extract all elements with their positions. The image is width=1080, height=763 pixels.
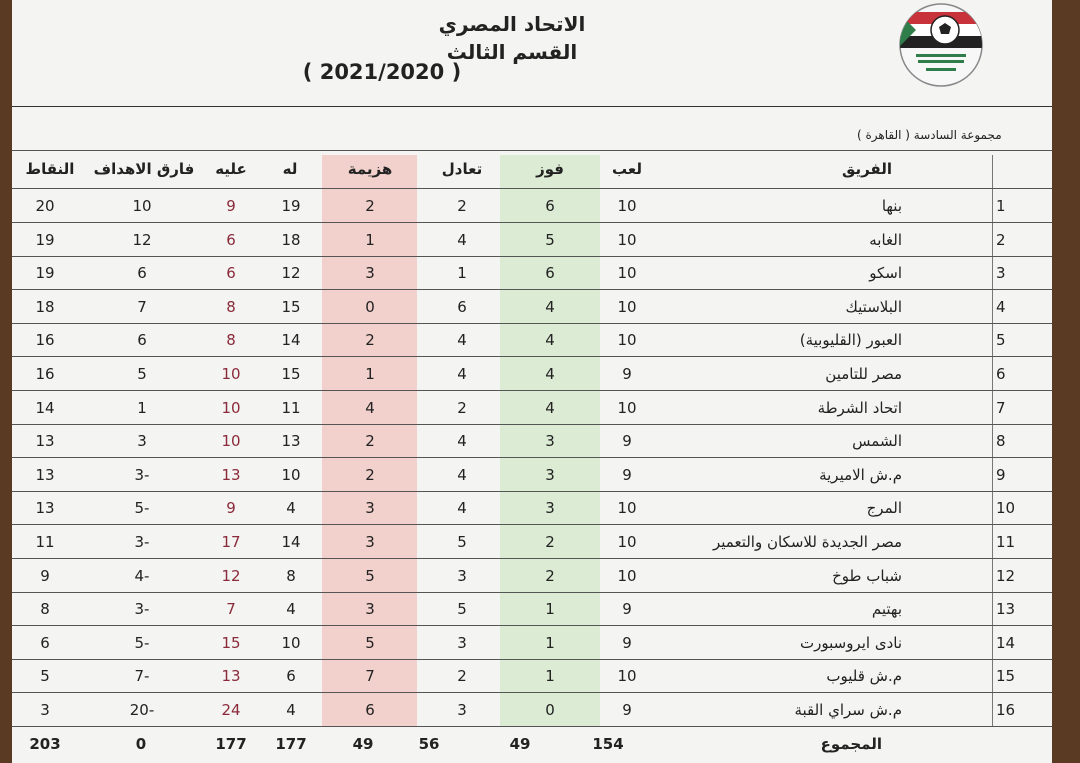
cell-won: 1 [545, 667, 555, 686]
table-row [12, 223, 1052, 257]
header-goals-against: عليه [215, 160, 247, 178]
cell-drawn: 5 [457, 533, 467, 551]
team-name: م.ش الاميرية [819, 465, 902, 484]
cell-goals-for: 4 [286, 600, 296, 619]
cell-won: 3 [545, 465, 555, 484]
cell-goals-against: 15 [221, 633, 241, 652]
cell-won: 4 [545, 398, 555, 417]
cell-goals-against: 13 [221, 667, 241, 686]
cell-goal-diff: 6 [137, 264, 147, 283]
row-rank: 2 [996, 230, 1006, 249]
cell-points: 13 [35, 432, 55, 451]
cell-drawn: 2 [457, 197, 467, 215]
cell-goals-for: 13 [281, 432, 301, 451]
cell-goal-diff: 5- [134, 633, 150, 652]
cell-goals-for: 18 [281, 230, 301, 249]
cell-lost: 2 [365, 331, 375, 350]
cell-goals-against: 10 [221, 365, 241, 383]
cell-won: 3 [545, 432, 555, 451]
totals-goals-against: 177 [215, 735, 247, 753]
cell-points: 19 [35, 264, 55, 283]
team-name: الشمس [852, 432, 902, 451]
cell-won: 6 [545, 197, 555, 215]
season-label: ( 2021/2020 ) [302, 60, 462, 84]
row-rank: 11 [996, 533, 1016, 551]
cell-drawn: 1 [457, 264, 467, 283]
header-goals-for: له [282, 160, 298, 178]
cell-played: 9 [622, 600, 632, 619]
team-name: بنها [881, 197, 902, 215]
row-rank: 7 [996, 398, 1006, 417]
row-rank: 10 [996, 499, 1016, 518]
cell-played: 10 [617, 331, 637, 350]
cell-drawn: 2 [457, 398, 467, 417]
team-name: المرج [866, 499, 902, 518]
cell-goals-against: 6 [226, 264, 236, 283]
cell-played: 9 [622, 465, 632, 484]
cell-lost: 3 [365, 264, 375, 283]
cell-goals-against: 24 [221, 701, 241, 719]
cell-played: 10 [617, 499, 637, 518]
row-rank: 6 [996, 365, 1006, 383]
header-won: فوز [536, 160, 564, 178]
cell-lost: 3 [365, 600, 375, 619]
cell-points: 16 [35, 365, 55, 383]
cell-played: 10 [617, 398, 637, 417]
table-row [12, 626, 1052, 660]
cell-goals-against: 8 [226, 297, 236, 316]
team-name: اسكو [869, 264, 902, 283]
cell-lost: 2 [365, 432, 375, 451]
cell-goals-for: 14 [281, 331, 301, 350]
row-rank: 15 [996, 667, 1016, 686]
cell-goal-diff: 7- [134, 667, 150, 686]
table-row [12, 659, 1052, 693]
cell-played: 10 [617, 566, 637, 585]
totals-lost: 49 [352, 735, 374, 753]
table-row [12, 391, 1052, 425]
federation-title: الاتحاد المصري [438, 12, 586, 36]
group-divider [12, 150, 1052, 151]
cell-lost: 7 [365, 667, 375, 686]
table-row [12, 189, 1052, 223]
cell-won: 3 [545, 499, 555, 518]
team-name: البلاستيك [845, 297, 902, 316]
cell-goals-against: 12 [221, 566, 241, 585]
cell-goals-against: 7 [226, 600, 236, 619]
totals-played: 154 [592, 735, 624, 753]
row-rank: 16 [996, 701, 1016, 719]
header-team: الفريق [841, 160, 892, 178]
cell-goals-for: 14 [281, 533, 301, 551]
cell-drawn: 2 [457, 667, 467, 686]
cell-goals-against: 10 [221, 398, 241, 417]
table-row [12, 458, 1052, 492]
cell-points: 16 [35, 331, 55, 350]
cell-played: 9 [622, 701, 632, 719]
cell-won: 1 [545, 633, 555, 652]
cell-goals-against: 8 [226, 331, 236, 350]
header-goal-diff: فارق الاهداف [93, 160, 195, 178]
cell-lost: 2 [365, 465, 375, 484]
cell-played: 10 [617, 667, 637, 686]
cell-won: 4 [545, 297, 555, 316]
cell-goals-for: 15 [281, 297, 301, 316]
team-name: الغابه [869, 230, 902, 249]
cell-goal-diff: 3- [134, 533, 150, 551]
cell-played: 9 [622, 365, 632, 383]
cell-won: 2 [545, 566, 555, 585]
team-name: اتحاد الشرطة [817, 398, 902, 417]
team-name: مصر الجديدة للاسكان والتعمير [712, 533, 902, 551]
table-row [12, 256, 1052, 290]
cell-points: 19 [35, 230, 55, 249]
table-row [12, 357, 1052, 391]
cell-goal-diff: 7 [137, 297, 147, 316]
cell-played: 10 [617, 230, 637, 249]
cell-lost: 5 [365, 566, 375, 585]
cell-goals-against: 6 [226, 230, 236, 249]
cell-goal-diff: 5 [137, 365, 147, 383]
cell-played: 9 [622, 432, 632, 451]
table-row [12, 525, 1052, 559]
federation-logo-icon [898, 2, 984, 88]
cell-played: 10 [617, 533, 637, 551]
cell-drawn: 6 [457, 297, 467, 316]
cell-drawn: 4 [457, 499, 467, 518]
cell-drawn: 4 [457, 432, 467, 451]
cell-drawn: 4 [457, 331, 467, 350]
totals-points: 203 [29, 735, 61, 753]
cell-points: 11 [35, 533, 55, 551]
table-row [12, 559, 1052, 593]
cell-lost: 6 [365, 701, 375, 719]
header-divider [12, 106, 1052, 107]
cell-played: 10 [617, 264, 637, 283]
cell-goals-for: 10 [281, 633, 301, 652]
cell-won: 0 [545, 701, 555, 719]
cell-goals-against: 10 [221, 432, 241, 451]
totals-goal-diff: 0 [135, 735, 147, 753]
team-name: بهتيم [871, 600, 902, 619]
cell-goals-for: 6 [286, 667, 296, 686]
cell-goal-diff: 6 [137, 331, 147, 350]
cell-lost: 5 [365, 633, 375, 652]
cell-won: 6 [545, 264, 555, 283]
group-label: مجموعة السادسة ( القاهرة ) [857, 128, 1002, 142]
cell-points: 9 [40, 566, 50, 585]
cell-lost: 0 [365, 297, 375, 316]
cell-played: 10 [617, 197, 637, 215]
cell-points: 14 [35, 398, 55, 417]
cell-goals-for: 10 [281, 465, 301, 484]
totals-goals-for: 177 [275, 735, 307, 753]
cell-won: 1 [545, 600, 555, 619]
header-played: لعب [612, 160, 642, 178]
cell-played: 10 [617, 297, 637, 316]
cell-drawn: 4 [457, 365, 467, 383]
cell-goal-diff: 5- [134, 499, 150, 518]
table-row [12, 491, 1052, 525]
cell-lost: 2 [365, 197, 375, 215]
row-rank: 8 [996, 432, 1006, 451]
cell-points: 13 [35, 465, 55, 484]
cell-drawn: 4 [457, 465, 467, 484]
cell-points: 20 [35, 197, 55, 215]
cell-lost: 1 [365, 230, 375, 249]
totals-drawn: 56 [418, 735, 440, 753]
cell-won: 4 [545, 331, 555, 350]
cell-drawn: 3 [457, 633, 467, 652]
cell-points: 18 [35, 297, 55, 316]
sheet-header [12, 0, 1052, 110]
header-drawn: تعادل [441, 160, 483, 178]
cell-goal-diff: 20- [129, 701, 155, 719]
cell-goals-for: 15 [281, 365, 301, 383]
header-points: النقاط [25, 160, 75, 178]
row-rank: 1 [996, 197, 1006, 215]
row-rank: 14 [996, 633, 1016, 652]
cell-goals-against: 9 [226, 499, 236, 518]
cell-lost: 1 [365, 365, 375, 383]
standings-sheet [12, 0, 1052, 763]
team-name: مصر للتامين [825, 365, 902, 383]
row-rank: 4 [996, 297, 1006, 316]
cell-goals-for: 11 [281, 398, 301, 417]
team-name: م.ش سراي القبة [794, 701, 902, 719]
row-rank: 9 [996, 465, 1006, 484]
cell-played: 9 [622, 633, 632, 652]
row-rank: 3 [996, 264, 1006, 283]
cell-goal-diff: 3 [137, 432, 147, 451]
team-name: العبور (القليوبية) [799, 331, 902, 350]
team-name: شباب طوخ [832, 566, 902, 585]
division-name: القسم الثالث [446, 40, 578, 64]
cell-goal-diff: 12 [132, 230, 152, 249]
cell-drawn: 3 [457, 701, 467, 719]
totals-label: المجموع [820, 735, 882, 753]
cell-goal-diff: 4- [134, 566, 150, 585]
cell-points: 6 [40, 633, 50, 652]
cell-lost: 3 [365, 499, 375, 518]
cell-goal-diff: 1 [137, 398, 147, 417]
cell-drawn: 3 [457, 566, 467, 585]
team-name: م.ش قليوب [826, 667, 902, 686]
row-rank: 13 [996, 600, 1016, 619]
cell-drawn: 5 [457, 600, 467, 619]
cell-points: 3 [40, 701, 50, 719]
cell-lost: 3 [365, 533, 375, 551]
cell-goals-against: 9 [226, 197, 236, 215]
table-row [12, 693, 1052, 727]
cell-points: 13 [35, 499, 55, 518]
row-rank: 5 [996, 331, 1006, 350]
row-rank: 12 [996, 566, 1016, 585]
cell-goal-diff: 3- [134, 465, 150, 484]
cell-won: 4 [545, 365, 555, 383]
cell-won: 5 [545, 230, 555, 249]
cell-goals-for: 8 [286, 566, 296, 585]
totals-won: 49 [509, 735, 531, 753]
cell-won: 2 [545, 533, 555, 551]
cell-goals-against: 17 [221, 533, 241, 551]
cell-drawn: 4 [457, 230, 467, 249]
cell-goals-for: 4 [286, 499, 296, 518]
team-name: نادى ايروسبورت [799, 633, 902, 652]
cell-points: 8 [40, 600, 50, 619]
totals-row [12, 727, 1052, 761]
cell-goal-diff: 10 [132, 197, 152, 215]
table-row [12, 592, 1052, 626]
cell-lost: 4 [365, 398, 375, 417]
table-row [12, 290, 1052, 324]
cell-goals-against: 13 [221, 465, 241, 484]
cell-goals-for: 4 [286, 701, 296, 719]
header-lost: هزيمة [347, 160, 393, 178]
cell-goals-for: 12 [281, 264, 301, 283]
cell-goals-for: 19 [281, 197, 301, 215]
table-row [12, 323, 1052, 357]
cell-goal-diff: 3- [134, 600, 150, 619]
table-row [12, 424, 1052, 458]
cell-points: 5 [40, 667, 50, 686]
